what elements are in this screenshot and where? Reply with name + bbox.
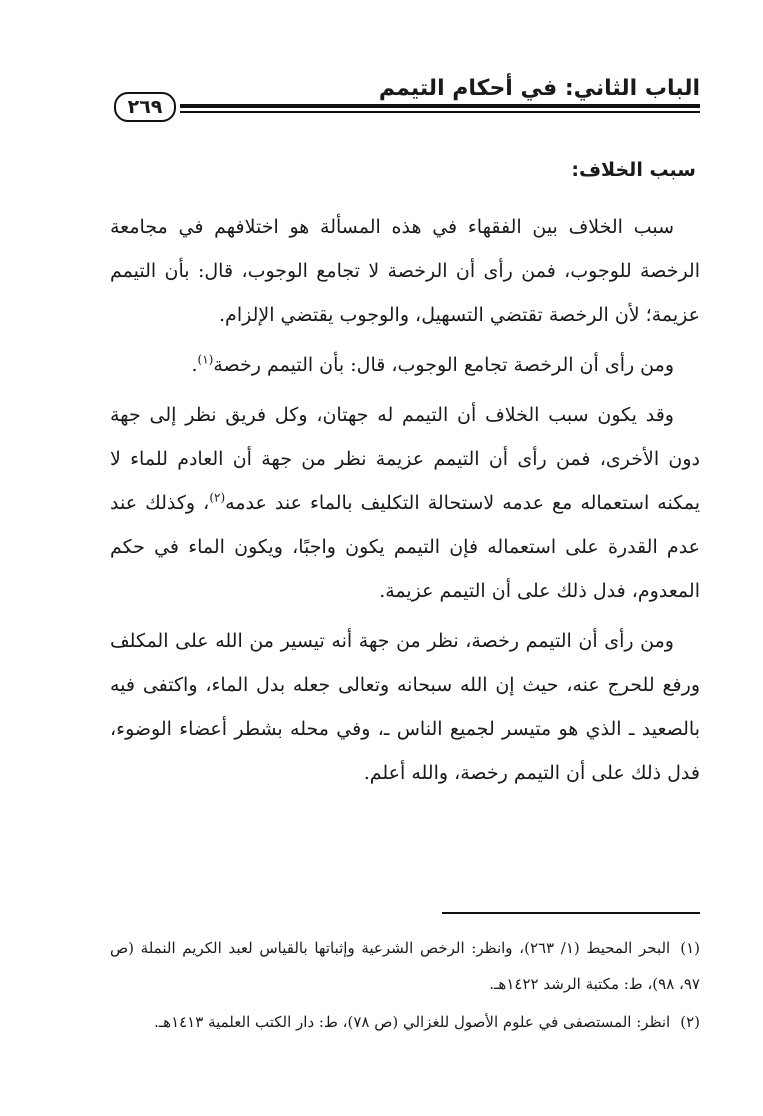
footnote-1-number: (١) bbox=[680, 939, 701, 957]
footnote-ref-1[interactable]: (١) bbox=[197, 352, 214, 367]
header-rule-thick bbox=[180, 104, 700, 108]
running-header bbox=[110, 70, 700, 130]
paragraph-3 bbox=[110, 393, 700, 613]
footnote-1-text: البحر المحيط (١/ ٢٦٣)، وانظر: الرخص الشرعية وإثباتها بالقياس لعبد الكريم النملة (ص ٩٧، ٩٨)، ط: مكتبة الرشد ١٤٢٢هـ. bbox=[110, 939, 700, 993]
paragraph-2-end: . bbox=[191, 354, 198, 376]
paragraph-3-part-2: ، وكذلك عند عدم القدرة على استعماله فإن التيمم يكون واجبًا، ويكون الماء في حكم المعدوم، فدل ذلك على أن التيمم عزيمة. bbox=[110, 492, 700, 602]
paragraph-2-text: ومن رأى أن الرخصة تجامع الوجوب، قال: بأن التيمم رخصة bbox=[213, 354, 674, 376]
main-content bbox=[110, 155, 700, 801]
paragraph-2 bbox=[110, 343, 700, 387]
section-heading: سبب الخلاف: bbox=[571, 159, 696, 181]
paragraph-4: ومن رأى أن التيمم رخصة، نظر من جهة أنه تيسير من الله على المكلف ورفع للحرج عنه، حيث إن الله سبحانه وتعالى جعله بدل الماء، واكتفى فيه بالصعيد ـ الذي هو متيسر لجميع الناس ـ، وفي محله بشطر أعضاء الوضوء، فدل ذلك على أن التيمم رخصة، والله أعلم. bbox=[110, 630, 700, 784]
footnotes bbox=[110, 930, 700, 1042]
footnote-2-text: انظر: المستصفى في علوم الأصول للغزالي (ص ٧٨)، ط: دار الكتب العلمية ١٤١٣هـ. bbox=[153, 1013, 671, 1031]
header-rule-thin bbox=[180, 111, 700, 113]
footnote-separator bbox=[442, 912, 700, 914]
paragraph-3-part-1: وقد يكون سبب الخلاف أن التيمم له جهتان، وكل فريق نظر إلى جهة دون الأخرى، فمن رأى أن التيمم عزيمة نظر من جهة أن العادم للماء لا يمكنه استعماله مع عدمه لاستحالة التكليف بالماء عند عدمه bbox=[110, 404, 700, 514]
footnote-1 bbox=[110, 930, 700, 1002]
page-number: ٢٦٩ bbox=[114, 92, 176, 122]
paragraph-1: سبب الخلاف بين الفقهاء في هذه المسألة هو اختلافهم في مجامعة الرخصة للوجوب، فمن رأى أن الرخصة لا تجامع الوجوب، قال: بأن التيمم عزيمة؛ لأن الرخصة تقتضي التسهيل، والوجوب يقتضي الإلزام. bbox=[110, 216, 700, 326]
chapter-title: الباب الثاني: في أحكام التيمم bbox=[378, 76, 700, 101]
footnote-2 bbox=[110, 1004, 700, 1040]
footnote-ref-2[interactable]: (٢) bbox=[209, 490, 226, 505]
footnote-2-number: (٢) bbox=[680, 1013, 700, 1031]
